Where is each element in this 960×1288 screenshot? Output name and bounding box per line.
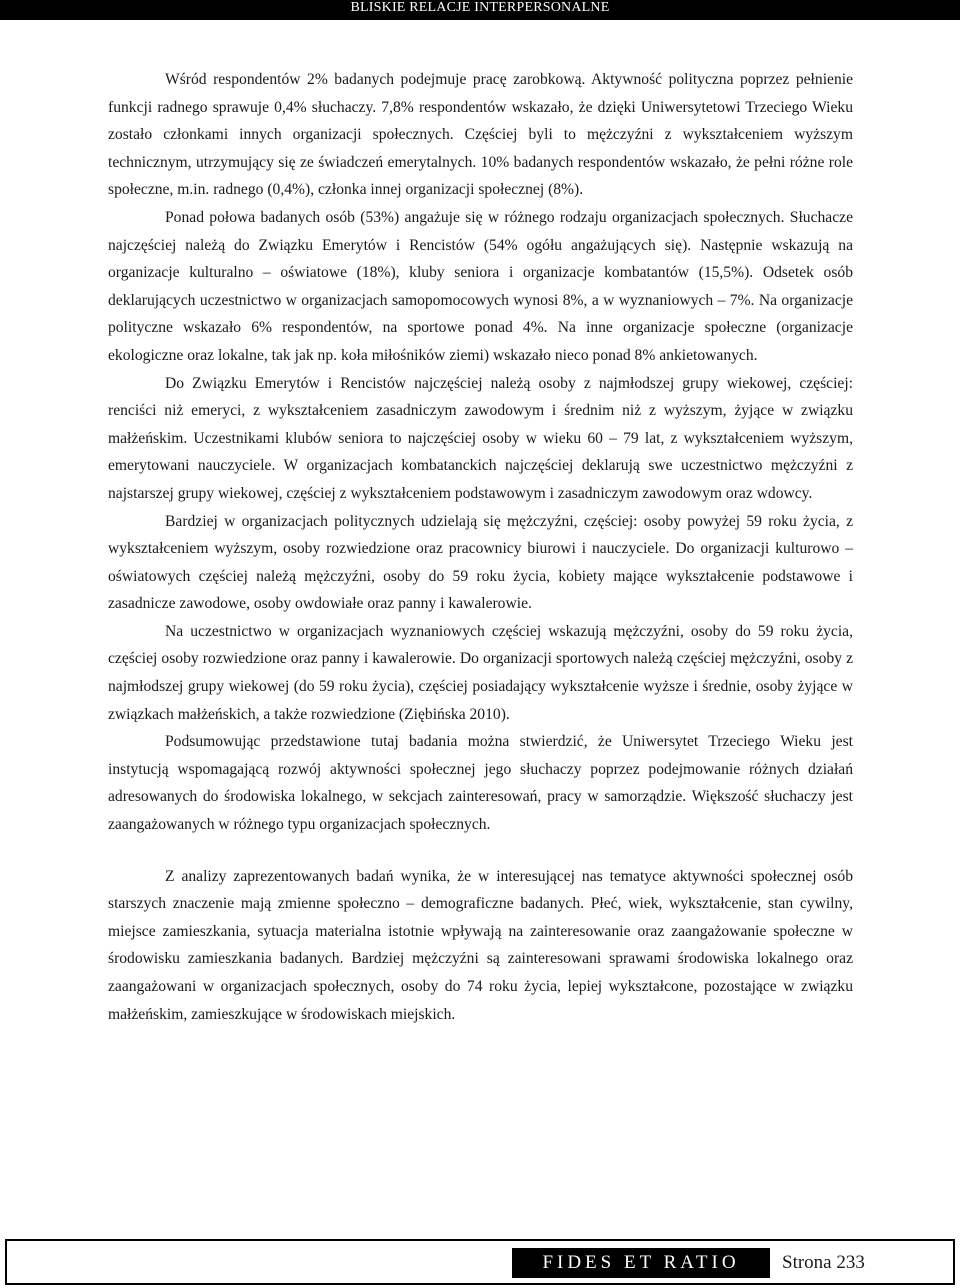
article-body bbox=[108, 66, 853, 1028]
paragraph-2: Ponad połowa badanych osób (53%) angażuje się w różnego rodzaju organizacjach społecznych. Słuchacze najczęściej należą do Związku Emerytów i Rencistów (54% ogółu angażujących się). Następnie wskazują na organizacje kulturalno – oświatowe (18%), kluby seniora i organizacje kombatantów (15,5%). Odsetek osób deklarujących uczestnictwo w organizacjach samopomocowych wynosi 8%, a w wyznaniowych – 7%. Na organizacje polityczne wskazało 6% respondentów, na sportowe ponad 4%. Na inne organizacje społeczne (organizacje ekologiczne oraz lokalne, tak jak np. koła miłośników ziemi) wskazało nieco ponad 8% ankietowanych. bbox=[108, 208, 853, 364]
page-header bbox=[0, 0, 960, 20]
paragraph-5: Na uczestnictwo w organizacjach wyznaniowych częściej wskazują mężczyźni, osoby do 59 roku życia, częściej osoby rozwiedzione oraz panny i kawalerowie. Do organizacji sportowych należą częściej mężczyźni, osoby z najmłodszej grupy wiekowej (do 59 roku życia), częściej posiadający wykształcenie wyższe i średnie, osoby żyjące w związkach małżeńskich, a także rozwiedzione (Ziębińska 2010). bbox=[108, 622, 853, 723]
page-number: Strona 233 bbox=[782, 1252, 865, 1273]
journal-logo bbox=[512, 1248, 770, 1278]
paragraph-3: Do Związku Emerytów i Rencistów najczęściej należą osoby z najmłodszej grupy wiekowej, częściej: renciści niż emeryci, z wykształceniem zasadniczym zawodowym i średnim niż z wyższym, żyjące w związku małżeńskim. Uczestnikami klubów seniora to najczęściej osoby w wieku 60 – 79 lat, z wykształceniem wyższym, emerytowani nauczyciele. W organizacjach kombatanckich najczęściej deklarują swe uczestnictwo mężczyźni z najstarszej grupy wiekowej, częściej z wykształceniem podstawowym i zasadniczym zawodowym oraz wdowcy. bbox=[108, 374, 853, 502]
paragraph-6: Podsumowując przedstawione tutaj badania można stwierdzić, że Uniwersytet Trzeciego Wieku jest instytucją wspomagającą rozwój aktywności społecznej jego słuchaczy poprzez podejmowanie różnych działań adresowanych do środowiska lokalnego, w sekcjach zainteresowań, pracy w samorządzie. Większość słuchaczy jest zaangażowanych w różnego typu organizacjach społecznych. bbox=[108, 733, 853, 834]
paragraph-7: Z analizy zaprezentowanych badań wynika, że w interesującej nas tematyce aktywności społecznej osób starszych znaczenie mają zmienne społeczno – demograficzne badanych. Płeć, wiek, wykształcenie, stan cywilny, miejsce zamieszkania, sytuacja materialna istotnie wpływają na zainteresowanie oraz zaangażowanie społeczne w środowisku zamieszkania badanych. Bardziej mężczyźni są zainteresowani sprawami środowiska lokalnego oraz zaangażowani w organizacjach społecznych, osoby do 74 roku życia, lepiej wykształcone, pozostające w związku małżeńskim, zamieszkujące w środowiskach miejskich. bbox=[108, 867, 853, 1023]
running-title: BLISKIE RELACJE INTERPERSONALNE bbox=[350, 0, 610, 15]
paragraph-4: Bardziej w organizacjach politycznych udzielają się mężczyźni, częściej: osoby powyżej 59 roku życia, z wykształceniem wyższym, osoby rozwiedzione oraz pracownicy biurowi i nauczyciele. Do organizacji kulturowo – oświatowych częściej należą mężczyźni, osoby do 59 roku życia, kobiety mające wykształcenie podstawowe i zasadnicze zawodowe, osoby owdowiałe oraz panny i kawalerowie. bbox=[108, 512, 853, 613]
paragraph-1: Wśród respondentów 2% badanych podejmuje pracę zarobkową. Aktywność polityczna poprzez pełnienie funkcji radnego sprawuje 0,4% słuchaczy. 7,8% respondentów wskazało, że dzięki Uniwersytetowi Trzeciego Wieku zostało członkami innych organizacji społecznych. Częściej byli to mężczyźni z wykształceniem wyższym technicznym, utrzymujący się ze świadczeń emerytalnych. 10% badanych respondentów wskazało, że pełni różne role społeczne, m.in. radnego (0,4%), członka innej organizacji społecznej (8%). bbox=[108, 71, 853, 199]
journal-name: FIDES ET RATIO bbox=[542, 1252, 740, 1273]
